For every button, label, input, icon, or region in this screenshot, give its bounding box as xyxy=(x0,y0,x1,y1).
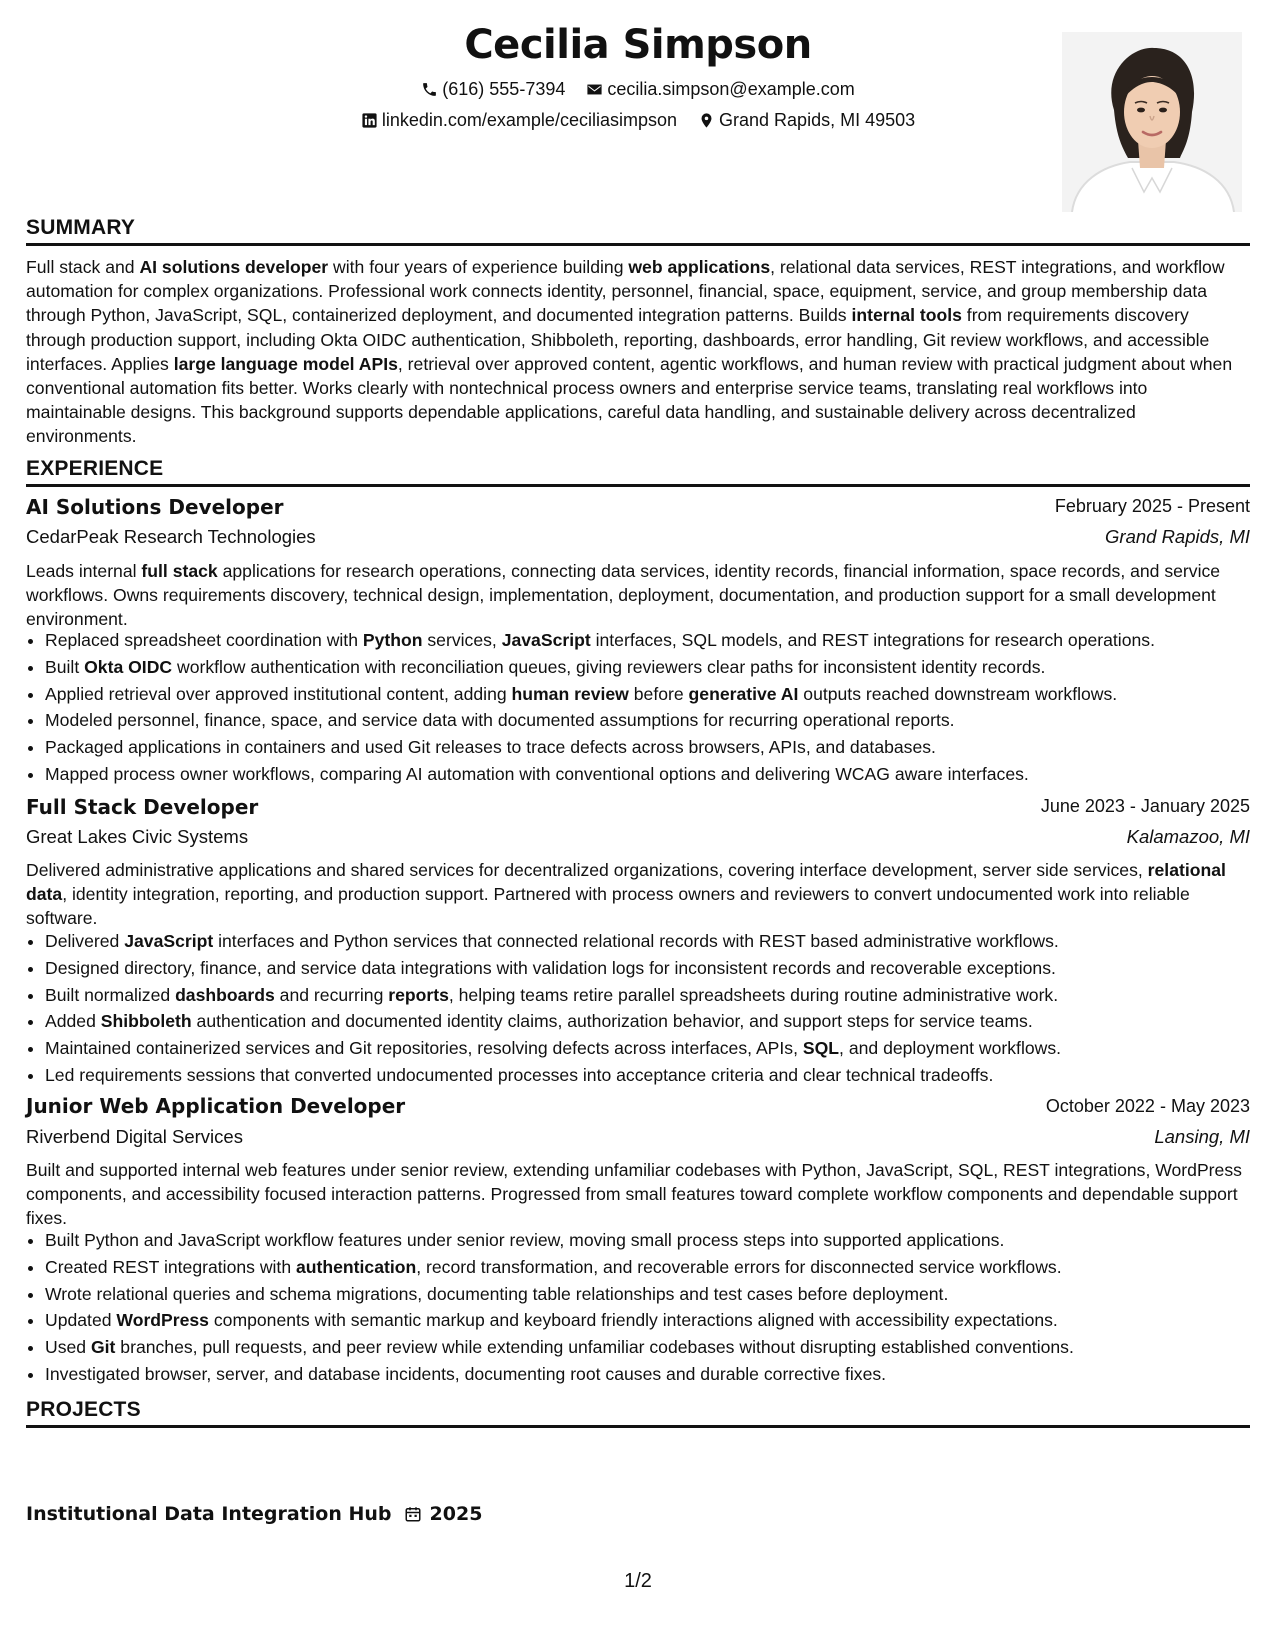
company-name: Riverbend Digital Services xyxy=(26,1126,243,1147)
text-run: Led requirements sessions that converted undocumented processes into acceptance criteria and clear technical tradeoffs. xyxy=(45,1064,994,1085)
emphasized-text: SQL xyxy=(802,1038,840,1059)
text-run: branches, pull requests, and peer review while extending unfamiliar codebases without disrupting established conventions. xyxy=(115,1337,1074,1358)
text-run: Built and supported internal web features under senior review, extending unfamiliar codebases with Python, JavaScript, SQL, REST integrations, WordPress components, and accessibility focused interaction patterns. Progressed from small features toward complete workflow components and dependable support fixes. xyxy=(26,1160,1242,1229)
bullet-item xyxy=(45,681,1269,708)
text-run: Built normalized xyxy=(45,984,176,1005)
bullet-item xyxy=(45,982,1269,1009)
job-location: Grand Rapids, MI xyxy=(1105,526,1250,547)
text-run: Used xyxy=(45,1337,91,1358)
bullet-item xyxy=(45,1307,1269,1334)
summary-text xyxy=(26,255,1250,449)
bullet-item xyxy=(45,707,1269,734)
phone-icon xyxy=(421,81,438,98)
job-title: AI Solutions Developer xyxy=(26,495,284,519)
linkedin-icon xyxy=(361,112,378,129)
location-text: Grand Rapids, MI 49503 xyxy=(719,110,916,130)
job-description xyxy=(26,858,1250,931)
text-run: workflow authentication with reconciliation queues, giving reviewers clear paths for inconsistent identity records. xyxy=(172,656,1046,677)
emphasized-text: full stack xyxy=(141,561,218,581)
resume-header xyxy=(26,22,1250,212)
emphasized-text: Git xyxy=(90,1337,116,1358)
text-run: Built Python and JavaScript workflow features under senior review, moving small process steps into supported applications. xyxy=(45,1230,1005,1250)
job-dates: February 2025 - Present xyxy=(1054,496,1250,516)
bullet-item xyxy=(45,627,1269,654)
text-run: , helping teams retire parallel spreadsheets during routine administrative work. xyxy=(448,984,1059,1005)
map-pin-icon xyxy=(698,112,715,129)
text-run: from requirements discovery through production support, including Okta OIDC authentication, Shibboleth, reporting, dashboards, error handling, Git review workflows, and accessible interfaces. Applies xyxy=(26,305,1210,374)
project-name: Institutional Data Integration Hub xyxy=(26,1503,392,1525)
text-run: services, xyxy=(422,630,502,650)
text-run: interfaces and Python services that connected relational records with REST based administrative workflows. xyxy=(213,931,1059,951)
linkedin-contact[interactable] xyxy=(361,110,677,131)
email-text: cecilia.simpson@example.com xyxy=(607,79,855,99)
bullet-item xyxy=(45,1334,1269,1361)
phone-text: (616) 555-7394 xyxy=(442,79,566,99)
emphasized-text: reports xyxy=(388,984,449,1005)
resume-page xyxy=(26,0,1250,1650)
text-run: Updated xyxy=(45,1310,117,1331)
bullet-item xyxy=(45,955,1269,982)
envelope-icon xyxy=(586,81,603,98)
summary-heading: SUMMARY xyxy=(26,216,1250,246)
emphasized-text: WordPress xyxy=(116,1310,209,1331)
emphasized-text: Python xyxy=(362,630,423,650)
phone-contact[interactable] xyxy=(421,79,565,100)
text-run: Mapped process owner workflows, comparing AI automation with conventional options and delivering WCAG aware interfaces. xyxy=(45,763,1029,784)
text-run: Packaged applications in containers and used Git releases to trace defects across browsers, APIs, and databases. xyxy=(45,737,936,758)
text-run: Replaced spreadsheet coordination with xyxy=(45,630,363,650)
project-year: 2025 xyxy=(429,1503,483,1525)
job-bullet-list xyxy=(26,928,1269,1089)
emphasized-text: AI solutions developer xyxy=(139,257,329,277)
job-title: Full Stack Developer xyxy=(26,795,259,819)
text-run: , and deployment workflows. xyxy=(839,1038,1062,1059)
emphasized-text: JavaScript xyxy=(501,630,591,650)
company-name: Great Lakes Civic Systems xyxy=(26,826,249,847)
text-run: Modeled personnel, finance, space, and service data with documented assumptions for recurring operational reports. xyxy=(45,710,955,731)
bullet-item xyxy=(45,928,1269,955)
emphasized-text: dashboards xyxy=(175,984,275,1005)
job-dates: June 2023 - January 2025 xyxy=(1040,796,1250,816)
experience-heading: EXPERIENCE xyxy=(26,457,1250,487)
text-run: Delivered xyxy=(45,931,125,951)
text-run: Added xyxy=(45,1011,101,1032)
bullet-item xyxy=(45,1008,1269,1035)
text-run: Delivered administrative applications and shared services for decentralized organizations, covering interface development, server side services, xyxy=(26,860,1148,880)
bullet-item xyxy=(45,1254,1269,1281)
project-entry xyxy=(26,1503,482,1525)
emphasized-text: web applications xyxy=(628,257,771,277)
text-run: with four years of experience building xyxy=(328,257,629,277)
bullet-item xyxy=(45,1361,1269,1388)
job-location: Kalamazoo, MI xyxy=(1126,826,1250,847)
text-run: and recurring xyxy=(274,984,389,1005)
text-run: Full stack and xyxy=(26,257,140,277)
job-dates: October 2022 - May 2023 xyxy=(1045,1096,1250,1116)
linkedin-text: linkedin.com/example/ceciliasimpson xyxy=(381,110,677,130)
job-title: Junior Web Application Developer xyxy=(26,1094,406,1118)
emphasized-text: internal tools xyxy=(851,305,962,326)
job-bullet-list xyxy=(26,1227,1269,1388)
text-run: , identity integration, reporting, and production support. Partnered with process owners and reviewers to convert undocumented work into reliable software. xyxy=(26,884,1190,929)
bullet-item xyxy=(45,1281,1269,1308)
text-run: components with semantic markup and keyboard friendly interactions aligned with accessibility expectations. xyxy=(208,1310,1058,1331)
text-run: Maintained containerized services and Git repositories, resolving defects across interfaces, APIs, xyxy=(45,1038,803,1059)
text-run: Built xyxy=(45,656,85,677)
text-run: interfaces, SQL models, and REST integrations for research operations. xyxy=(590,630,1155,650)
candidate-name: Cecilia Simpson xyxy=(464,22,812,68)
job-description xyxy=(26,1158,1250,1231)
emphasized-text: JavaScript xyxy=(124,931,214,951)
text-run: applications for research operations, connecting data services, identity records, financial information, space records, and service workflows. Owns requirements discovery, technical design, implementation, deployment, documentation, and production support for a small development environment. xyxy=(26,561,1221,630)
text-run: authentication and documented identity claims, authorization behavior, and support steps for service teams. xyxy=(191,1011,1033,1032)
emphasized-text: Okta OIDC xyxy=(84,656,173,677)
text-run: Created REST integrations with xyxy=(45,1256,296,1277)
bullet-item xyxy=(45,734,1269,761)
text-run: , record transformation, and recoverable errors for disconnected service workflows. xyxy=(416,1256,1062,1277)
bullet-item xyxy=(45,1062,1269,1089)
emphasized-text: generative AI xyxy=(688,683,799,704)
page-number: 1/2 xyxy=(624,1570,652,1592)
calendar-icon xyxy=(404,1505,422,1523)
emphasized-text: human review xyxy=(511,683,629,704)
job-location: Lansing, MI xyxy=(1154,1126,1250,1147)
job-description xyxy=(26,559,1250,632)
bullet-item xyxy=(45,1227,1269,1254)
emphasized-text: large language model APIs xyxy=(173,353,398,374)
text-run: Wrote relational queries and schema migrations, documenting table relationships and test cases before deployment. xyxy=(45,1283,949,1304)
email-contact[interactable] xyxy=(586,79,854,100)
text-run: Designed directory, finance, and service data integrations with validation logs for inconsistent records and recoverable exceptions. xyxy=(45,957,1056,978)
bullet-item xyxy=(45,1035,1269,1062)
text-run: Leads internal xyxy=(26,561,142,581)
bullet-item xyxy=(45,654,1269,681)
text-run: outputs reached downstream workflows. xyxy=(798,683,1118,704)
text-run: before xyxy=(628,683,689,704)
location-contact xyxy=(698,110,915,131)
text-run: , retrieval over approved content, agentic workflows, and human review with practical judgment about when conventional automation fits better. Works clearly with nontechnical process owners and enterprise service teams, translating real workflows into maintainable designs. This background supports dependable applications, careful data handling, and sustainable delivery across decentralized environments. xyxy=(26,353,1233,447)
profile-photo xyxy=(1062,32,1242,212)
text-run: Applied retrieval over approved institutional content, adding xyxy=(45,683,512,704)
bullet-item xyxy=(45,761,1269,788)
emphasized-text: relational data xyxy=(26,860,1226,905)
emphasized-text: authentication xyxy=(296,1256,417,1277)
emphasized-text: Shibboleth xyxy=(100,1011,192,1032)
job-bullet-list xyxy=(26,627,1269,788)
text-run: , relational data services, REST integrations, and workflow automation for complex organizations. Professional work connects identity, personnel, financial, space, equipment, service, and group membership data through Python, JavaScript, SQL, containerized deployment, and documented integration patterns. Builds xyxy=(26,257,1225,326)
projects-heading: PROJECTS xyxy=(26,1398,1250,1428)
company-name: CedarPeak Research Technologies xyxy=(26,526,316,547)
text-run: Investigated browser, server, and database incidents, documenting root causes and durable corrective fixes. xyxy=(45,1363,887,1384)
